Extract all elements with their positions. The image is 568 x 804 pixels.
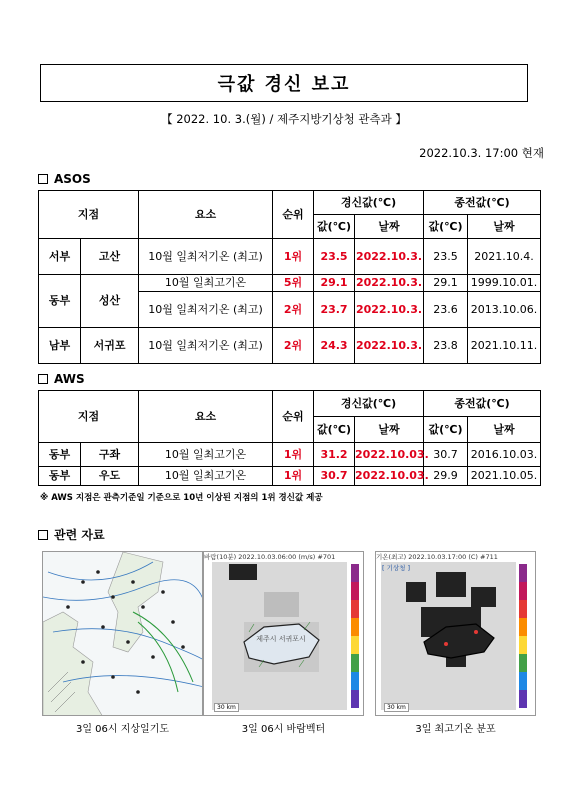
header-new-date: 날짜 xyxy=(355,417,424,443)
element-cell: 10월 일최저기온 (최고) xyxy=(139,328,273,364)
new-date-cell: 2022.10.3. xyxy=(355,328,424,364)
rank-cell: 1위 xyxy=(273,239,314,275)
scale-label: 30 km xyxy=(384,703,409,712)
element-cell: 10월 일최저기온 (최고) xyxy=(139,239,273,275)
old-date-cell: 2013.10.06. xyxy=(468,292,541,328)
region-cell: 서부 xyxy=(39,239,81,275)
new-date-cell: 2022.10.3. xyxy=(355,239,424,275)
header-new-value: 값(℃) xyxy=(314,417,355,443)
scale-label: 30 km xyxy=(214,703,239,712)
rank-cell: 1위 xyxy=(273,443,314,467)
old-date-cell: 1999.10.01. xyxy=(468,275,541,292)
header-new: 경신값(℃) xyxy=(314,191,424,215)
checkbox-icon xyxy=(38,374,48,384)
report-subtitle: 【 2022. 10. 3.(월) / 제주지방기상청 관측과 】 xyxy=(161,112,407,126)
new-value-cell: 29.1 xyxy=(314,275,355,292)
color-scale-bar xyxy=(351,564,359,708)
region-cell: 동부 xyxy=(39,443,81,467)
aws-table xyxy=(38,390,541,486)
header-element: 요소 xyxy=(139,191,273,239)
rank-cell: 5위 xyxy=(273,275,314,292)
related-section-heading xyxy=(38,526,105,543)
new-value-cell: 24.3 xyxy=(314,328,355,364)
region-cell: 동부 xyxy=(39,467,81,486)
new-date-cell: 2022.10.3. xyxy=(355,292,424,328)
old-value-cell: 29.9 xyxy=(424,467,468,486)
table-row xyxy=(39,443,541,467)
header-element: 요소 xyxy=(139,391,273,443)
new-value-cell: 23.5 xyxy=(314,239,355,275)
figure-caption: 3일 06시 바람벡터 xyxy=(241,724,326,735)
header-rank: 순위 xyxy=(273,391,314,443)
station-cell: 성산 xyxy=(81,275,139,328)
new-date-cell: 2022.10.3. xyxy=(355,275,424,292)
aws-section-heading xyxy=(38,372,85,386)
header-new-value: 값(℃) xyxy=(314,215,355,239)
wind-vector-map xyxy=(203,551,364,716)
element-cell: 10월 일최고기온 xyxy=(139,443,273,467)
related-section-label: 관련 자료 xyxy=(54,528,105,542)
rank-cell: 2위 xyxy=(273,328,314,364)
asos-table xyxy=(38,190,541,364)
rank-cell: 2위 xyxy=(273,292,314,328)
header-rank: 순위 xyxy=(273,191,314,239)
report-title: 극값 경신 보고 xyxy=(40,64,528,102)
station-cell: 우도 xyxy=(81,467,139,486)
max-temperature-map xyxy=(375,551,536,716)
asos-section-heading xyxy=(38,172,91,186)
surface-map-graphic xyxy=(43,552,203,716)
new-value-cell: 23.7 xyxy=(314,292,355,328)
table-row xyxy=(39,328,541,364)
element-cell: 10월 일최고기온 xyxy=(139,275,273,292)
station-cell: 서귀포 xyxy=(81,328,139,364)
figure-caption: 3일 최고기온 분포 xyxy=(415,724,496,735)
island-label: 제주시 서귀포시 xyxy=(256,635,306,643)
table-row xyxy=(39,239,541,275)
element-cell: 10월 일최저기온 (최고) xyxy=(139,292,273,328)
old-value-cell: 30.7 xyxy=(424,443,468,467)
header-old: 종전값(℃) xyxy=(424,191,541,215)
surface-weather-map xyxy=(42,551,203,716)
old-value-cell: 23.8 xyxy=(424,328,468,364)
header-old-value: 값(℃) xyxy=(424,417,468,443)
new-value-cell: 31.2 xyxy=(314,443,355,467)
rank-cell: 1위 xyxy=(273,467,314,486)
header-old: 종전값(℃) xyxy=(424,391,541,417)
figure-caption: 3일 06시 지상일기도 xyxy=(75,724,170,735)
header-station: 지점 xyxy=(39,191,139,239)
asos-section-label: ASOS xyxy=(54,172,91,186)
checkbox-icon xyxy=(38,530,48,540)
old-date-cell: 2021.10.05. xyxy=(468,467,541,486)
wind-map-header: 바람(10분) 2022.10.03.06:00 (m/s) #701 xyxy=(204,553,336,561)
old-value-cell: 29.1 xyxy=(424,275,468,292)
station-cell: 고산 xyxy=(81,239,139,275)
element-cell: 10월 일최고기온 xyxy=(139,467,273,486)
new-date-cell: 2022.10.03. xyxy=(355,467,424,486)
table-row xyxy=(39,467,541,486)
old-date-cell: 2016.10.03. xyxy=(468,443,541,467)
header-new-date: 날짜 xyxy=(355,215,424,239)
header-station: 지점 xyxy=(39,391,139,443)
header-old-value: 값(℃) xyxy=(424,215,468,239)
header-old-date: 날짜 xyxy=(468,215,541,239)
new-value-cell: 30.7 xyxy=(314,467,355,486)
header-new: 경신값(℃) xyxy=(314,391,424,417)
checkbox-icon xyxy=(38,174,48,184)
old-value-cell: 23.5 xyxy=(424,239,468,275)
temp-map-header: 기온(최고) 2022.10.03.17:00 (C) #711 xyxy=(376,553,498,561)
old-date-cell: 2021.10.11. xyxy=(468,328,541,364)
kma-tag: [ 기상청 ] xyxy=(382,564,411,572)
header-old-date: 날짜 xyxy=(468,417,541,443)
new-date-cell: 2022.10.03. xyxy=(355,443,424,467)
region-cell: 남부 xyxy=(39,328,81,364)
region-cell: 동부 xyxy=(39,275,81,328)
aws-section-label: AWS xyxy=(54,372,85,386)
aws-note: ※ AWS 지점은 관측기준일 기준으로 10년 이상된 지점의 1위 경신값 제공 xyxy=(40,493,323,503)
station-cell: 구좌 xyxy=(81,443,139,467)
old-date-cell: 2021.10.4. xyxy=(468,239,541,275)
old-value-cell: 23.6 xyxy=(424,292,468,328)
report-datetime: 2022.10.3. 17:00 현재 xyxy=(419,146,544,160)
table-row xyxy=(39,275,541,292)
temp-map-graphic xyxy=(376,552,536,716)
